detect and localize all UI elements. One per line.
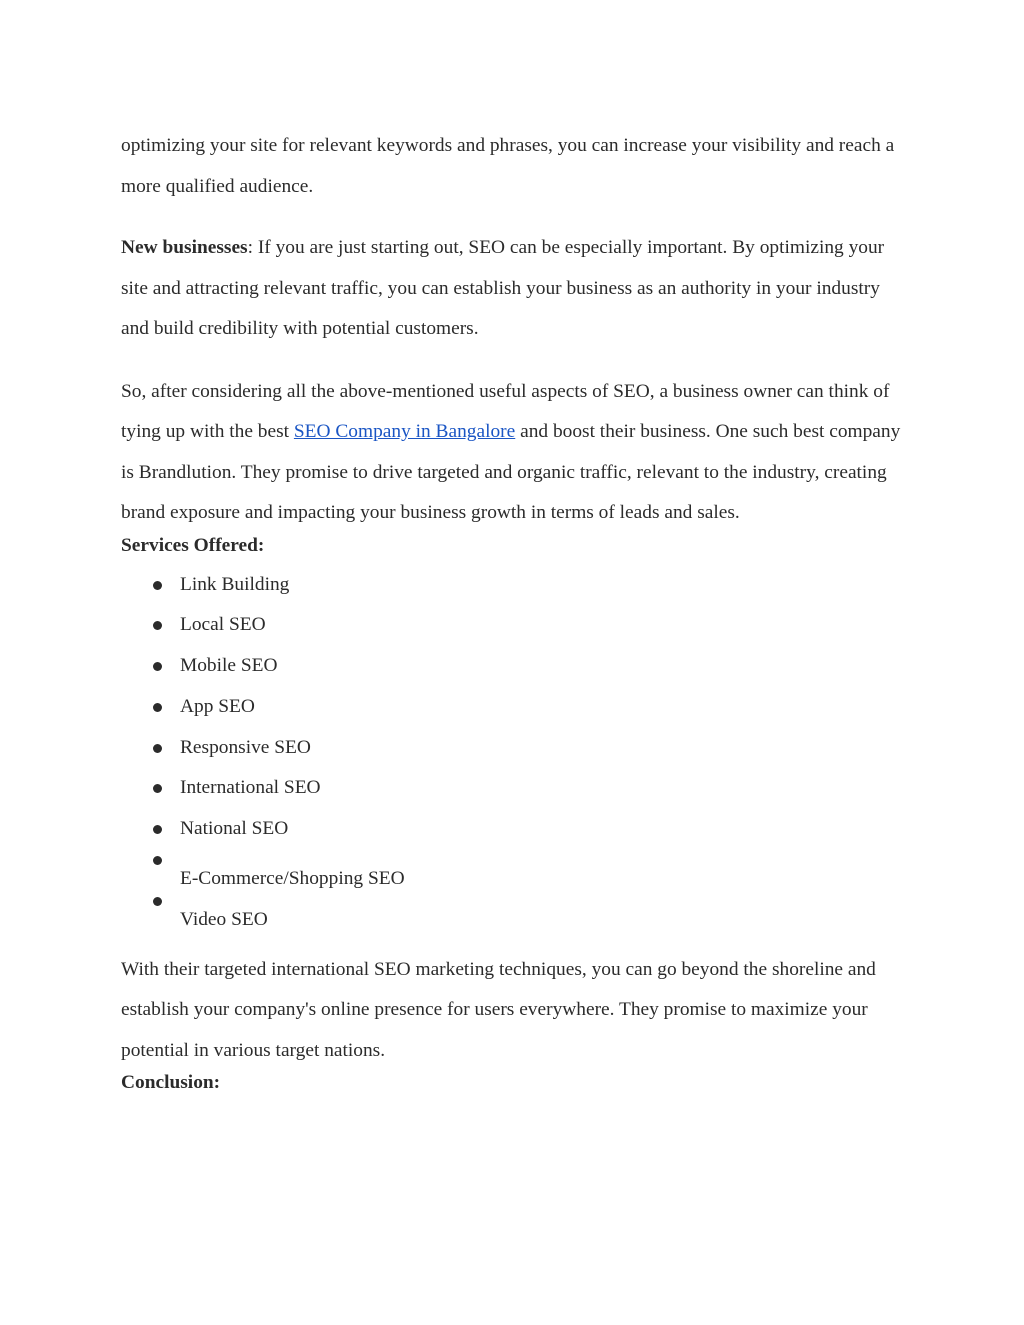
- paragraph-new-businesses: [121, 228, 901, 350]
- bullet-icon: [153, 581, 162, 590]
- paragraph-international-seo: With their targeted international SEO marketing techniques, you can go beyond the shoreline and establish your company's online presence for users everywhere. They promise to maximize your potential in various target nations.: [121, 958, 876, 1061]
- service-label: E-Commerce/Shopping SEO: [180, 868, 405, 890]
- service-label: National SEO: [180, 818, 289, 840]
- document-page: [121, 126, 901, 1095]
- paragraph-seo-company: [121, 372, 901, 534]
- paragraph-seo-company-before-link: So, after considering all the above-mentioned useful aspects of SEO, a business owner can think of tying up with the best: [121, 380, 890, 442]
- service-label: Video SEO: [180, 908, 268, 930]
- paragraph-seo-visibility: optimizing your site for relevant keywords and phrases, you can increase your visibility and reach a more qualified audience.: [121, 135, 895, 197]
- list-item: [121, 605, 901, 646]
- new-businesses-label: New businesses: [121, 237, 248, 258]
- bullet-icon: [153, 744, 162, 753]
- bullet-icon: [153, 662, 162, 671]
- bullet-icon: [153, 856, 162, 865]
- list-item: [121, 728, 901, 769]
- list-item: [121, 687, 901, 728]
- bullet-icon: [153, 897, 162, 906]
- service-label: Local SEO: [180, 614, 266, 636]
- service-label: Responsive SEO: [180, 736, 311, 758]
- list-item: [121, 850, 901, 891]
- list-item: [121, 646, 901, 687]
- service-label: Link Building: [180, 573, 290, 595]
- list-item: [121, 768, 901, 809]
- new-businesses-text: : If you are just starting out, SEO can be especially important. By optimizing your site and attracting relevant traffic, you can establish your business as an authority in your industry and build credibility with potential customers.: [121, 237, 885, 339]
- bullet-icon: [153, 825, 162, 834]
- bullet-icon: [153, 621, 162, 630]
- list-item: [121, 565, 901, 606]
- conclusion-heading: Conclusion:: [121, 1072, 221, 1094]
- services-list: [121, 565, 901, 932]
- bullet-icon: [153, 784, 162, 793]
- service-label: App SEO: [180, 695, 255, 717]
- list-item: [121, 891, 901, 932]
- list-item: [121, 809, 901, 850]
- bullet-icon: [153, 703, 162, 712]
- service-label: International SEO: [180, 777, 321, 799]
- service-label: Mobile SEO: [180, 655, 278, 677]
- paragraph-seo-company-after-link: and boost their business. One such best company is Brandlution. They promise to drive targeted and organic traffic, relevant to the industry, creating brand exposure and impacting your business growth in terms of leads and sales.: [121, 421, 901, 523]
- services-offered-heading: Services Offered:: [121, 534, 265, 556]
- seo-company-bangalore-link[interactable]: SEO Company in Bangalore: [293, 421, 516, 442]
